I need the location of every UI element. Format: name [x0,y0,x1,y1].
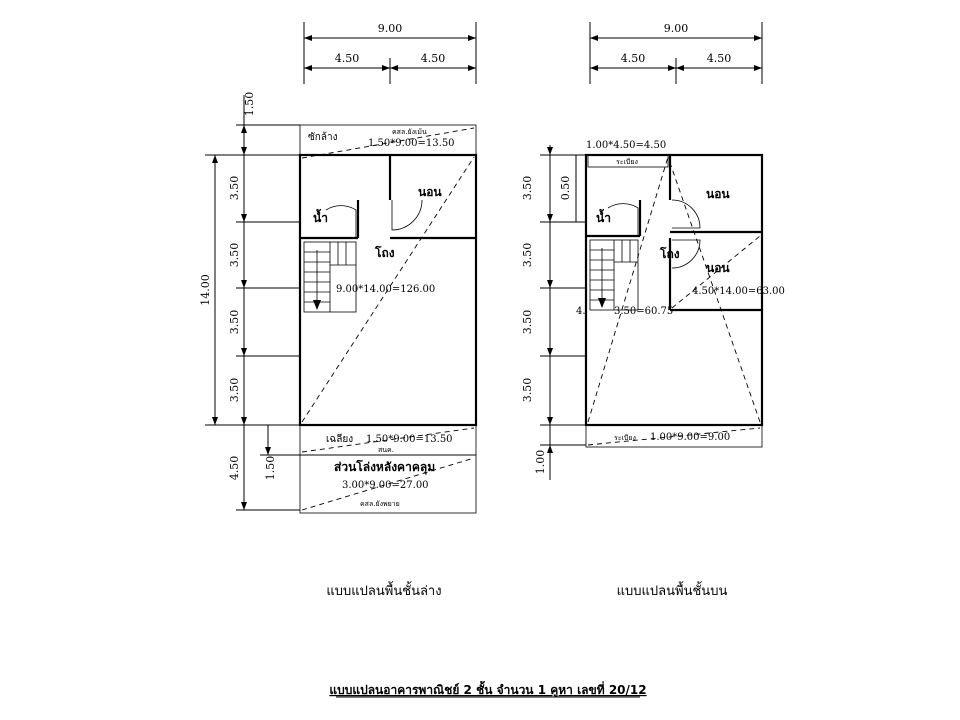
ground-label-bath: น้ำ [313,211,328,225]
ground-label-top-small: คสล.ยังเม้น [392,128,427,136]
ground-left-dimensions [199,92,300,510]
upper-dim-top-left: 4.50 [620,52,646,65]
ground-dim-seg-2: 3.50 [228,242,241,268]
ground-walls [300,125,476,513]
ground-dim-left-top: 1.50 [243,91,256,117]
upper-dim-top-right: 4.50 [706,52,732,65]
ground-top-dimensions [304,22,476,84]
upper-label-left-area-a: 4. [576,306,586,317]
ground-dim-top-left: 4.50 [334,52,360,65]
upper-floor-plan [521,22,785,599]
ground-label-hall: โถง [375,246,395,260]
upper-label-hall: โถง [660,247,680,261]
ground-label-wash: ซักล้าง [308,132,338,143]
upper-label-bath: น้ำ [596,211,611,225]
ground-dim-top-total: 9.00 [377,22,403,35]
ground-dim-left-total: 14.00 [199,274,212,306]
ground-label-main-area: 9.00*14.00=126.00 [336,284,436,295]
ground-floor-plan [199,22,476,599]
upper-floor-caption: แบบแปลนพื้นชั้นบน [616,584,728,599]
ground-dim-left-bottom-inner: 1.50 [264,455,277,481]
ground-dim-seg-4: 3.50 [228,377,241,403]
upper-stairs [590,240,638,310]
ground-dim-left-bottom: 4.50 [228,455,241,481]
upper-label-balcony-top-area: 1.00*4.50=4.50 [586,140,667,151]
upper-dim-seg-2: 0.50 [559,175,572,201]
ground-dim-top-right: 4.50 [420,52,446,65]
upper-dim-seg-1: 3.50 [521,175,534,201]
ground-label-bottom-small: คสล.ยังพยาย [360,500,400,508]
ground-dim-seg-1: 3.50 [228,175,241,201]
upper-dim-left-bottom: 1.00 [534,449,547,475]
ground-label-setback-area: 3.00*9.00=27.00 [342,480,429,491]
ground-stairs [304,242,356,312]
upper-label-left-area-b: 3.50=60.75 [614,306,674,317]
ground-floor-caption: แบบแปลนพื้นชั้นล่าง [326,584,442,599]
ground-dim-seg-3: 3.50 [228,309,241,335]
upper-label-balcony-bottom: ระเบียง [614,434,636,442]
upper-label-bedroom-2: นอน [706,261,730,275]
ground-label-bedroom: นอน [418,185,442,199]
upper-dim-seg-4: 3.50 [521,309,534,335]
ground-label-wash-area: 1.50*9.00=13.50 [368,138,455,149]
ground-label-porch-small: สนค. [378,446,394,454]
ground-label-porch-area: 1.50*9.00=13.50 [366,434,453,445]
upper-label-balcony-top: ระเบียง [616,158,638,166]
upper-label-right-area: 4.50*14.00=63.00 [692,286,785,297]
upper-walls [586,155,762,447]
upper-dim-seg-3: 3.50 [521,242,534,268]
upper-top-dimensions [590,22,762,84]
upper-label-balcony-bottom-area: 1.00*9.00=9.00 [650,432,731,443]
ground-labels [308,128,455,508]
upper-dim-top-total: 9.00 [663,22,689,35]
ground-label-setback: ส่วนโล่งหลังคาคลุม [334,460,436,474]
upper-labels [576,140,785,443]
upper-dim-seg-5: 3.50 [521,377,534,403]
upper-label-bedroom-1: นอน [706,187,730,201]
main-title: แบบแปลนอาคารพาณิชย์ 2 ชั้น จำนวน 1 คูหา เลขที่ 20/12 [329,683,647,697]
ground-label-porch: เฉลียง [326,434,354,445]
